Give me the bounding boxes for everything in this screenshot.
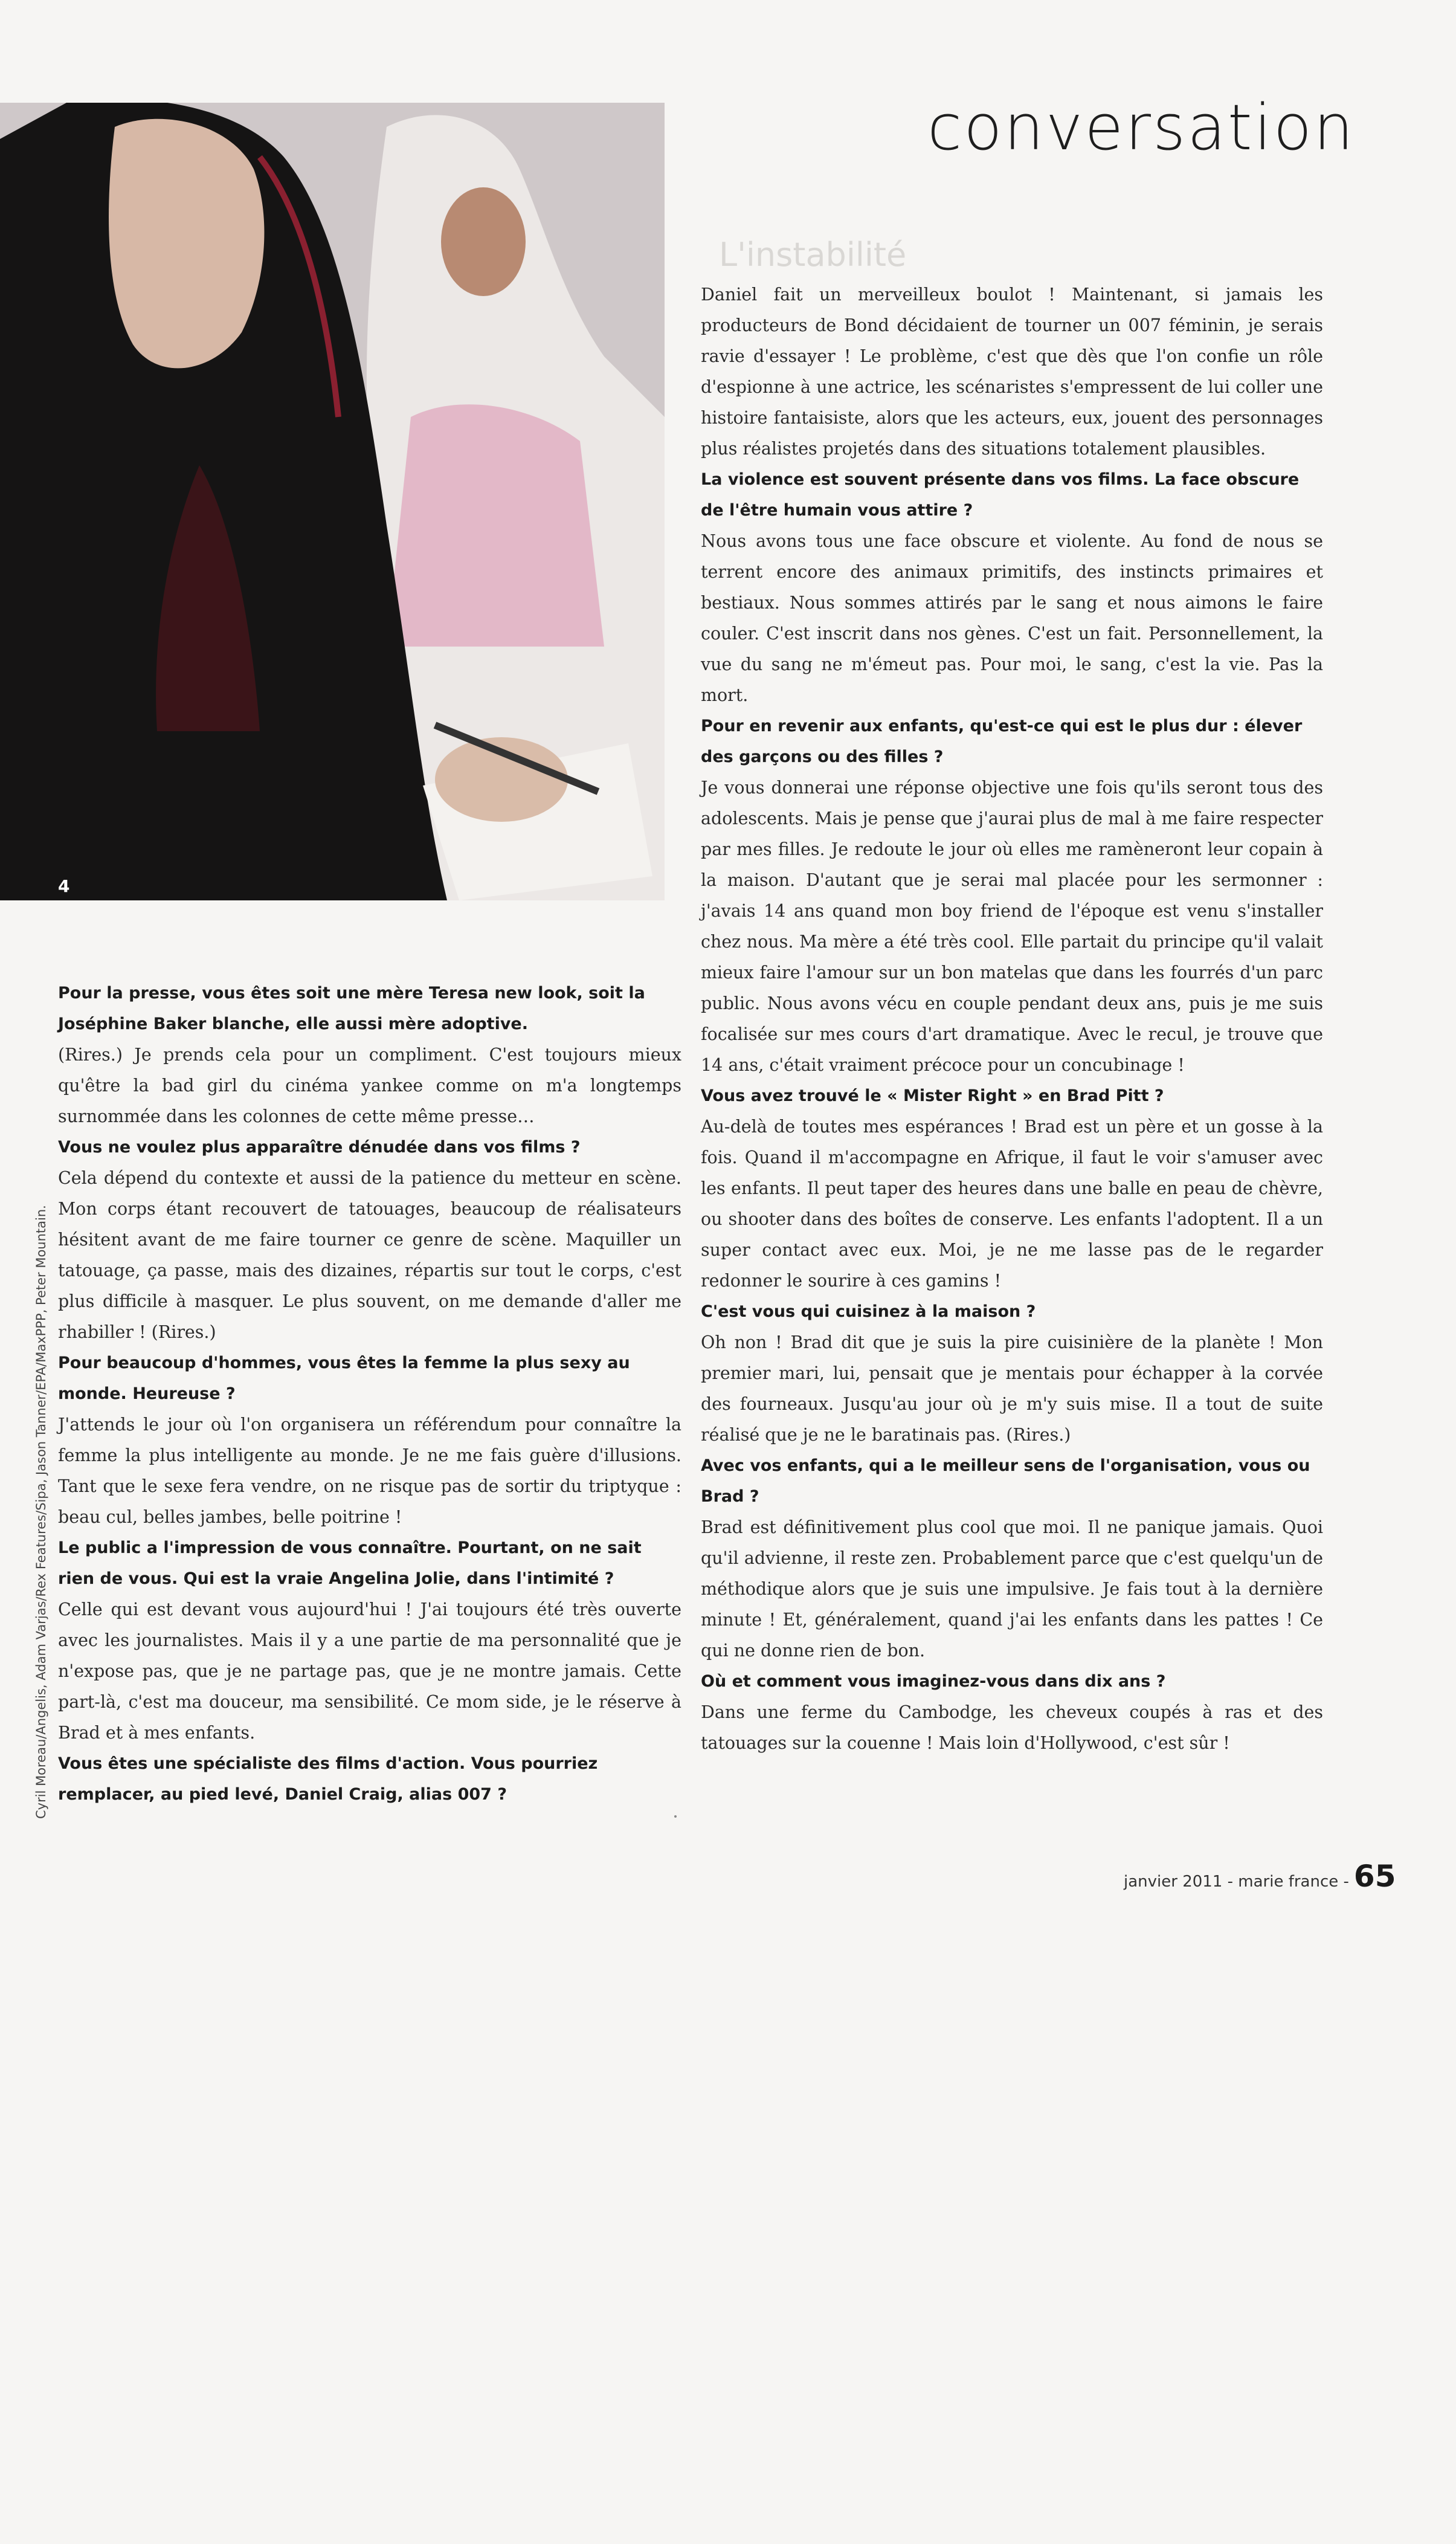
- question: Pour la presse, vous êtes soit une mère Teresa new look, soit la Joséphine Baker blanche, elle aussi mère adoptive.: [58, 984, 645, 1033]
- question: Le public a l'impression de vous connaître. Pourtant, on ne sait rien de vous. Qui est la vraie Angelina Jolie, dans l'intimité ?: [58, 1538, 642, 1588]
- answer: Daniel fait un merveilleux boulot ! Maintenant, si jamais les producteurs de Bond décidaient de tourner un 007 féminin, je serais ravie d'essayer ! Le problème, c'est que dès que l'on confie un rôle d'espionne à une actrice, les scénaristes s'empressent de lui coller une histoire fantaisiste, alors que les acteurs, eux, jouent des personnages plus réalistes projetés dans des situations totalement plausibles.: [701, 285, 1323, 459]
- section-title: conversation: [927, 91, 1356, 164]
- question: Vous ne voulez plus apparaître dénudée dans vos films ?: [58, 1138, 581, 1157]
- answer: Cela dépend du contexte et aussi de la patience du metteur en scène. Mon corps étant recouvert de tatouages, beaucoup de réalisateurs hésitent avant de me faire tourner ce genre de scène. Maquiller un tatouage, ça passe, mais des dizaines, répartis sur tout le corps, c'est plus difficile à masquer. Le plus souvent, on me demande d'aller me rhabiller ! (Rires.): [58, 1168, 681, 1342]
- separator-dot: [674, 1815, 677, 1818]
- answer: Je vous donnerai une réponse objective une fois qu'ils seront tous des adolescents. Mais je pense que j'aurai plus de mal à me faire respecter par mes filles. Je redoute le jour où elles me ramèneront leur copain à la maison. D'autant que je serai mal placée pour les sermonner : j'avais 14 ans quand mon boy friend de l'époque est venu s'installer chez nous. Ma mère a été très cool. Elle partait du principe qu'il valait mieux faire l'amour sur un bon matelas que dans les fourrés d'un parc public. Nous avons vécu en couple pendant deux ans, puis je me suis focalisée sur mes cours d'art dramatique. Avec le recul, je trouve que 14 ans, c'était vraiment précoce pour un concubinage !: [701, 778, 1323, 1075]
- left-column: [58, 978, 681, 1810]
- answer: (Rires.) Je prends cela pour un compliment. C'est toujours mieux qu'être la bad girl du cinéma yankee comme on m'a longtemps surnommée dans les colonnes de cette même presse…: [58, 1045, 681, 1126]
- question: Avec vos enfants, qui a le meilleur sens de l'organisation, vous ou Brad ?: [701, 1456, 1310, 1506]
- page-footer: [1124, 1859, 1396, 1894]
- photo-number: 4: [58, 876, 70, 896]
- question: Pour en revenir aux enfants, qu'est-ce qui est le plus dur : élever des garçons ou des filles ?: [701, 717, 1303, 766]
- question: Vous êtes une spécialiste des films d'action. Vous pourriez remplacer, au pied levé, Daniel Craig, alias 007 ?: [58, 1754, 598, 1804]
- page-number: 65: [1353, 1859, 1396, 1894]
- answer: Au-delà de toutes mes espérances ! Brad est un père et un gosse à la fois. Quand il m'accompagne en Afrique, il faut le voir s'amuser avec les enfants. Il peut taper des heures dans une balle en peau de chèvre, ou shooter dans des boîtes de conserve. Les enfants l'adoptent. Il a un super contact avec eux. Moi, je ne me lasse pas de le regarder redonner le sourire à ces gamins !: [701, 1117, 1323, 1291]
- article-photo: [0, 103, 665, 900]
- photo-credit-wrapper: [34, 1205, 58, 2544]
- answer: Brad est définitivement plus cool que moi. Il ne panique jamais. Quoi qu'il advienne, il reste zen. Probablement parce que c'est quelqu'un de méthodique alors que je suis une impulsive. Je fais tout à la dernière minute ! Et, généralement, quand j'ai les enfants dans les pattes ! Ce qui ne donne rien de bon.: [701, 1517, 1323, 1661]
- ghost-title: L'instabilité: [719, 236, 907, 274]
- answer: Oh non ! Brad dit que je suis la pire cuisinière de la planète ! Mon premier mari, lui, pensait que je mentais pour échapper à la corvée des fourneaux. Jusqu'au jour où je m'y suis mise. Il a tout de suite réalisé que je ne le baratinais pas. (Rires.): [701, 1332, 1323, 1445]
- answer: J'attends le jour où l'on organisera un référendum pour connaître la femme la plus intelligente au monde. Je ne me fais guère d'illusions. Tant que le sexe fera vendre, on ne risque pas de sortir du triptyque : beau cul, belles jambes, belle poitrine !: [58, 1415, 681, 1527]
- question: La violence est souvent présente dans vos films. La face obscure de l'être humain vous attire ?: [701, 470, 1300, 520]
- question: Où et comment vous imaginez-vous dans dix ans ?: [701, 1672, 1166, 1691]
- photo-illustration: [0, 103, 665, 900]
- photo-credit: Cyril Moreau/Angelis, Adam Varjas/Rex Features/Sipa, Jason Tanner/EPA/MaxPPP, Peter Mountain.: [34, 1205, 48, 1819]
- question: Pour beaucoup d'hommes, vous êtes la femme la plus sexy au monde. Heureuse ?: [58, 1354, 630, 1403]
- answer: Celle qui est devant vous aujourd'hui ! J'ai toujours été très ouverte avec les journalistes. Mais il y a une partie de ma personnalité que je n'expose pas, que je ne partage pas, que je ne montre jamais. Cette part-là, c'est ma douceur, ma sensibilité. Ce mom side, je le réserve à Brad et à mes enfants.: [58, 1600, 681, 1743]
- issue-label: janvier 2011 - marie france -: [1124, 1873, 1349, 1891]
- question: C'est vous qui cuisinez à la maison ?: [701, 1302, 1036, 1321]
- question: Vous avez trouvé le « Mister Right » en Brad Pitt ?: [701, 1086, 1164, 1105]
- answer: Dans une ferme du Cambodge, les cheveux coupés à ras et des tatouages sur la couenne ! Mais loin d'Hollywood, c'est sûr !: [701, 1702, 1323, 1753]
- answer: Nous avons tous une face obscure et violente. Au fond de nous se terrent encore des animaux primitifs, des instincts primaires et bestiaux. Nous sommes attirés par le sang et nous aimons le faire couler. C'est inscrit dans nos gènes. C'est un fait. Personnellement, la vue du sang ne m'émeut pas. Pour moi, le sang, c'est la vie. Pas la mort.: [701, 531, 1323, 705]
- right-column: [701, 279, 1323, 1758]
